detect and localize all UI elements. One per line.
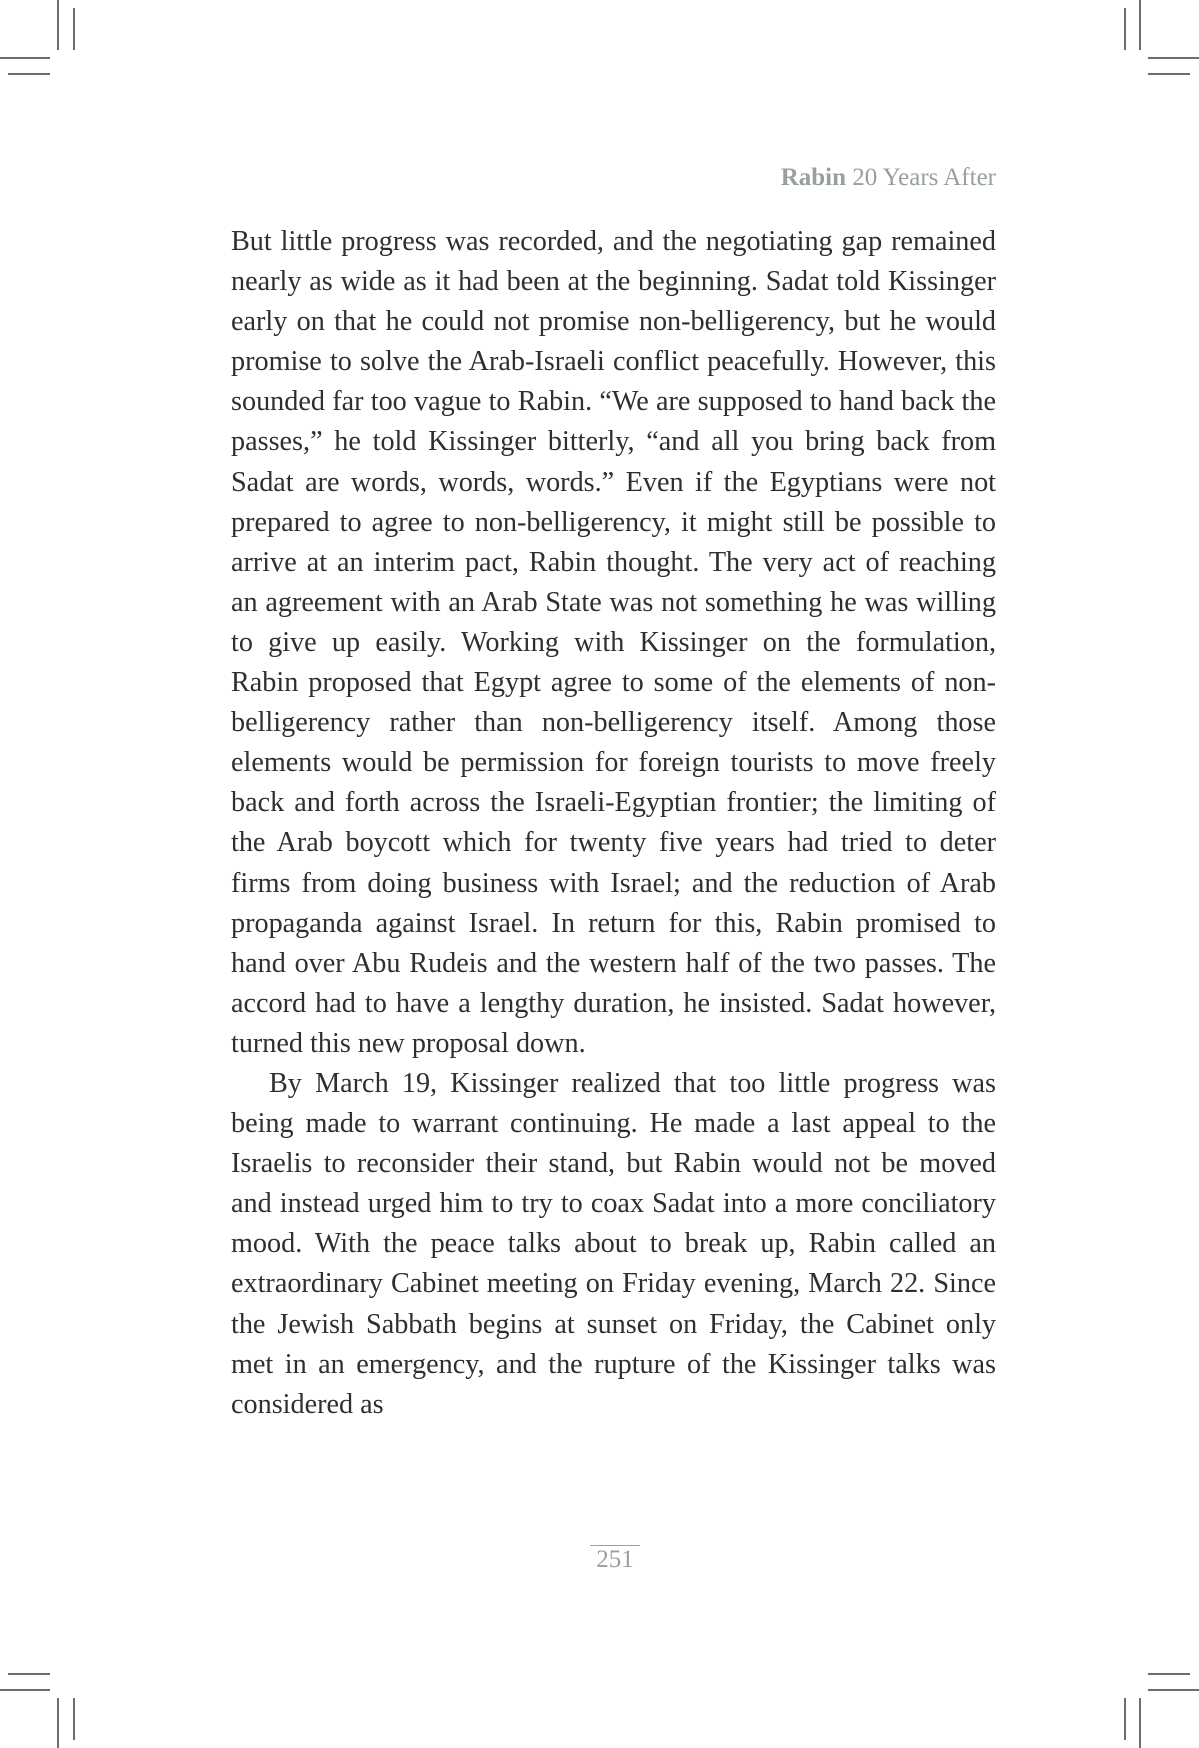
crop-mark: [1148, 57, 1199, 59]
running-header: [781, 164, 996, 192]
crop-mark: [73, 1698, 75, 1740]
body-text: [231, 222, 996, 1425]
paragraph: By March 19, Kissinger realized that too little progress was being made to warrant continuing. He made a last appeal to the Israelis to reconsider their stand, but Rabin would not be moved and instead urged him to try to coax Sadat into a more conciliatory mood. With the peace talks about to break up, Rabin called an extraordinary Cabinet meeting on Friday evening, March 22. Since the Jewish Sabbath begins at sunset on Friday, the Cabinet only met in an emergency, and the rupture of the Kissinger talks was considered as: [231, 1067, 996, 1420]
crop-mark: [8, 73, 50, 75]
crop-mark: [57, 1698, 59, 1748]
crop-mark: [1148, 1689, 1199, 1691]
crop-mark: [0, 57, 50, 59]
crop-mark: [1139, 0, 1141, 50]
crop-mark: [1148, 1673, 1190, 1675]
running-header-bold: Rabin: [780, 164, 846, 191]
crop-mark: [57, 0, 59, 50]
crop-mark: [1139, 1698, 1141, 1748]
crop-mark: [8, 1673, 50, 1675]
running-header-title: 20 Years After: [846, 164, 996, 191]
crop-mark: [1148, 73, 1190, 75]
crop-mark: [73, 8, 75, 50]
crop-mark: [0, 1689, 50, 1691]
crop-mark: [1124, 8, 1126, 50]
paragraph: But little progress was recorded, and the negotiating gap remained nearly as wide as it had been at the beginning. Sadat told Kissinger early on that he could not promise non-belligerency, but he would promise to solve the Arab-Israeli conflict peacefully. However, this sounded far too vague to Rabin. “We are supposed to hand back the passes,” he told Kissinger bitterly, “and all you bring back from Sadat are words, words, words.” Even if the Egyptians were not prepared to agree to non-belligerency, it might still be possible to arrive at an interim pact, Rabin thought. The very act of reaching an agreement with an Arab State was not something he was willing to give up easily. Working with Kissinger on the formulation, Rabin proposed that Egypt agree to some of the elements of non-belligerency rather than non-belligerency itself. Among those elements would be permission for foreign tourists to move freely back and forth across the Israeli-Egyptian frontier; the limiting of the Arab boycott which for twenty five years had tried to deter firms from doing business with Israel; and the reduction of Arab propaganda against Israel. In return for this, Rabin promised to hand over Abu Rudeis and the western half of the two passes. The accord had to have a lengthy duration, he insisted. Sadat however, turned this new proposal down.: [231, 226, 996, 1059]
crop-mark: [1124, 1698, 1126, 1740]
page-number: 251: [590, 1545, 640, 1574]
